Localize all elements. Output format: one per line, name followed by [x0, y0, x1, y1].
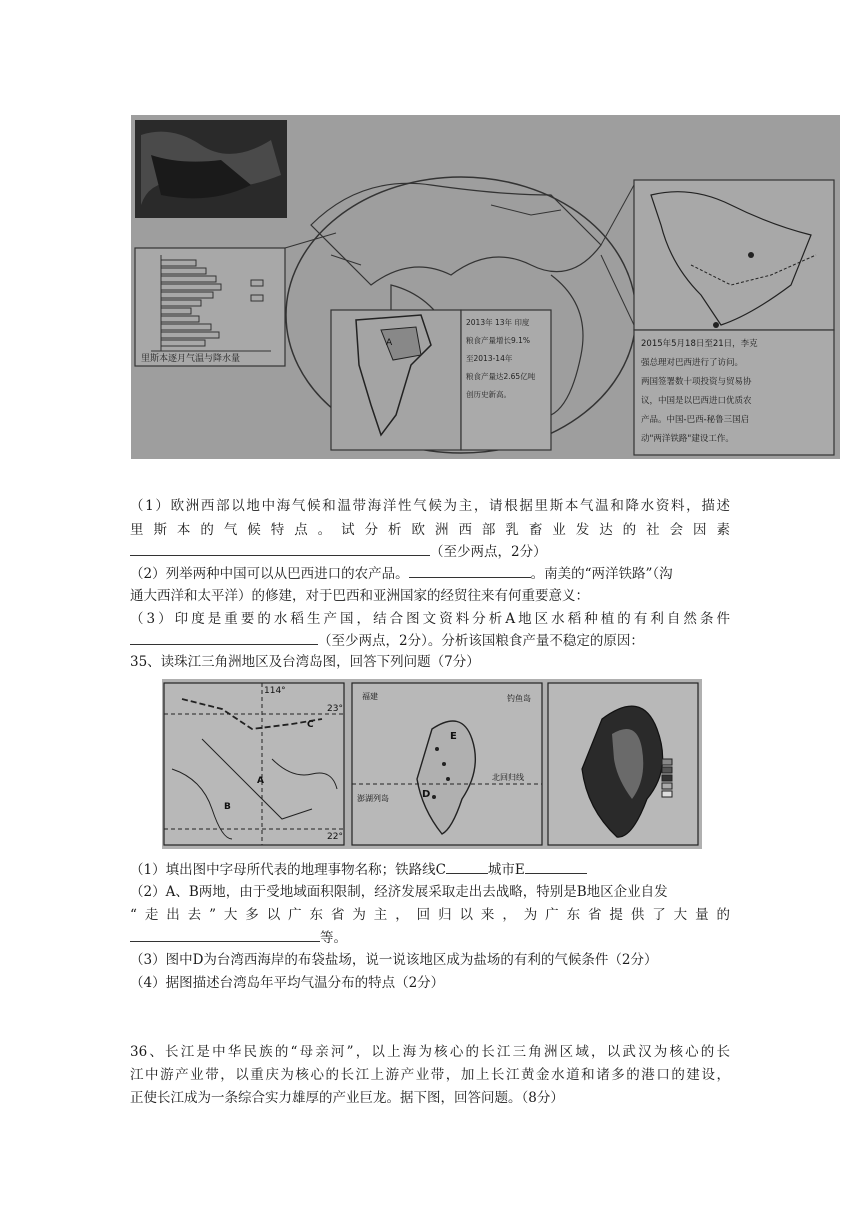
q34-part3-line2: （至少两点，2分）。分析该国粮食产量不稳定的原因： [130, 630, 730, 651]
q34-part3-line1: （3）印度是重要的水稻生产国，结合图文资料分析A地区水稻种植的有利自然条件 [130, 611, 730, 627]
q35-part1: （1）填出图中字母所代表的地理事物名称；铁路线C 城市E [130, 859, 730, 880]
lat-label-23: 23° [327, 704, 343, 714]
answer-blank[interactable] [130, 630, 318, 645]
q36-line1: 36、长江是中华民族的“母亲河”，以上海为核心的长江三角洲区域，以武汉为核心的长 [130, 1044, 730, 1060]
q35-title: 35、读珠江三角洲地区及台湾岛图，回答下列问题（7分） [130, 654, 480, 670]
label-b: B [224, 802, 231, 812]
q34-part2-line1: （2）列举两种中国可以从巴西进口的农产品。 。南美的“两洋铁路”（沟 [130, 563, 730, 584]
svg-text:2015年5月18日至21日，李克: 2015年5月18日至21日，李克 [641, 339, 758, 349]
lon-label: 114° [264, 686, 286, 696]
svg-text:两国签署数十项投资与贸易协: 两国签署数十项投资与贸易协 [641, 377, 752, 387]
q35-part2-line2: “走出去”大多以广东省为主，回归以来，为广东省提供了大量的 [130, 907, 730, 923]
label-a: A [257, 776, 264, 786]
q34-part1-line2: 里斯本的气候特点。试分析欧洲西部乳畜业发达的社会因素 [130, 522, 730, 538]
pearl-river-taiwan-figure [162, 679, 702, 849]
climate-chart-caption: 里斯本逐月气温与降水量 [141, 354, 241, 364]
svg-text:北回归线: 北回归线 [492, 773, 524, 782]
answer-blank[interactable] [130, 927, 320, 942]
q34-part1-line3: （至少两点，2分） [130, 541, 730, 562]
label-c: C [307, 720, 314, 730]
svg-text:议，中国是以巴西进口优质农: 议，中国是以巴西进口优质农 [641, 396, 752, 406]
svg-text:至2013-14年: 至2013-14年 [466, 354, 513, 363]
world-map-figure [131, 115, 840, 459]
q35-part2-line3: 等。 [130, 927, 730, 948]
label-d: D [422, 789, 431, 800]
svg-text:动"两洋铁路"建设工作。: 动"两洋铁路"建设工作。 [641, 434, 734, 444]
q34-part2-line2: 通大西洋和太平洋）的修建，对于巴西和亚洲国家的经贸往来有何重要意义： [130, 588, 589, 604]
q34-part1-line1: （1）欧洲西部以地中海气候和温带海洋性气候为主，请根据里斯本气温和降水资料，描述 [130, 498, 730, 514]
svg-text:钓鱼岛: 钓鱼岛 [507, 694, 531, 703]
answer-blank[interactable] [446, 859, 488, 874]
svg-text:粮食产量达2.65亿吨: 粮食产量达2.65亿吨 [466, 372, 536, 381]
answer-blank[interactable] [130, 541, 430, 556]
svg-text:福建: 福建 [362, 692, 378, 701]
svg-text:A: A [386, 338, 393, 348]
svg-text:粮食产量增长9.1%: 粮食产量增长9.1% [466, 336, 531, 345]
svg-text:产品。中国-巴西-秘鲁三国启: 产品。中国-巴西-秘鲁三国启 [641, 415, 750, 425]
lisbon-climate-chart [135, 248, 285, 366]
q35-part4: （4）据图描述台湾岛年平均气温分布的特点（2分） [130, 975, 445, 991]
answer-blank[interactable] [409, 563, 531, 578]
q36-line2: 江中游产业带，以重庆为核心的长江上游产业带，加上长江黄金水道和诸多的港口的建设， [130, 1067, 730, 1083]
q35-part3: （3）图中D为台湾西海岸的布袋盐场，说一说该地区成为盐场的有利的气候条件（2分） [130, 952, 658, 968]
lat-label-22: 22° [327, 832, 343, 842]
label-e: E [450, 731, 457, 742]
svg-text:澎湖列岛: 澎湖列岛 [357, 794, 389, 803]
svg-text:强总理对巴西进行了访问。: 强总理对巴西进行了访问。 [641, 358, 744, 368]
q35-part2-line1: （2）A、B两地，由于受地域面积限制，经济发展采取走出去战略，特别是B地区企业自发 [130, 884, 668, 900]
svg-text:2013年 13年 印度: 2013年 13年 印度 [466, 318, 530, 327]
svg-text:创历史新高。: 创历史新高。 [466, 390, 511, 399]
q36-line3: 正使长江成为一条综合实力雄厚的产业巨龙。据下图，回答问题。（8分） [130, 1090, 564, 1106]
answer-blank[interactable] [525, 859, 587, 874]
south-america-inset-map [634, 180, 834, 330]
